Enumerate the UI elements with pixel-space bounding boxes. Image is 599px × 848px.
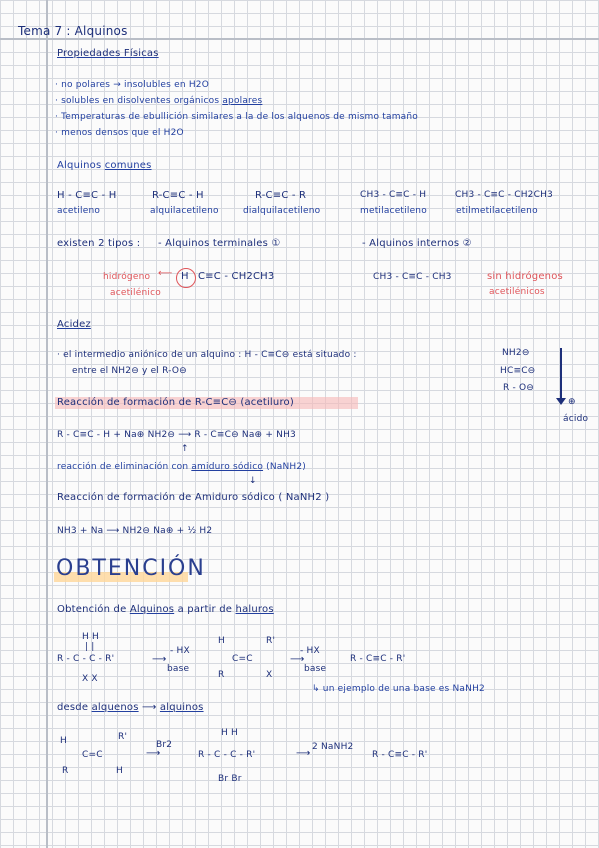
reaction-title: Reacción de formación de R-C≡C⊖ (acetiluro) [57,397,294,408]
vinyl-h: H [218,636,225,646]
bond-ticks: | | [85,642,95,652]
acidity-label: ácido [563,414,589,424]
brbr-bottom: Br Br [218,774,242,784]
alkene-cc: C=C [82,750,103,760]
margin-line [46,0,48,848]
props-b4: · menos densos que el H2O [55,128,184,138]
formula-2: R-C≡C - H [152,190,204,201]
formula-1: H - C≡C - H [57,190,117,201]
props-b2: · solubles en disolventes orgánicos apolares [55,96,263,106]
reaction-equation-1: R - C≡C - H + Na⊕ NH2⊖ ⟶ R - C≡C⊖ Na⊕ + NH3 [57,430,296,440]
up-arrow: ↑ [181,444,189,454]
name-5: etilmetilacetileno [456,206,538,216]
alkene-r-prime: R' [118,732,128,742]
props-heading: Propiedades Físicas [57,48,159,59]
internal-example: CH3 - C≡C - CH3 [373,272,452,282]
alkene-r: R [62,766,69,776]
page-title: Tema 7 : Alquinos [18,24,128,38]
vinyl-r-prime: R' [266,636,276,646]
hh-top-2: H H [221,728,238,738]
minus-hx-1: - HX [170,646,190,656]
reaction-equation-2: NH3 + Na ⟶ NH2⊖ Na⊕ + ½ H2 [57,526,213,536]
minus-hx-2: - HX [300,646,320,656]
alkene-h: H [60,736,67,746]
product-alkyne-1: R - C≡C - R' [350,654,406,664]
scale-alcoxido: R - O⊖ [503,383,535,393]
name-3: dialquilacetileno [243,206,321,216]
nanh2-reagent: 2 NaNH2 [312,742,354,752]
obtencion-title: OBTENCIÓN [56,556,206,581]
scale-acetiluro: HC≡C⊖ [500,366,536,376]
acidez-heading: Acidez [57,319,91,330]
arrow-4: ⟶ [296,748,311,759]
acidity-plus: ⊕ [568,397,576,407]
formula-3: R-C≡C - R [255,190,307,201]
formula-5: CH3 - C≡C - CH2CH3 [455,190,553,200]
xx-bottom: X X [82,674,98,684]
arrow-3: ⟶ [146,748,161,759]
elimination-note: reacción de eliminación con amiduro sódico (NaNH2) [57,462,307,472]
alkene-h-2: H [116,766,123,776]
base-2: base [304,664,327,674]
terminal-example: C≡C - CH2CH3 [198,271,275,282]
arrow-2: ⟶ [290,654,305,665]
vinyl-x: X [266,670,273,680]
props-b1: · no polares → insolubles en H2O [55,80,210,90]
sin-label-1: sin hidrógenos [487,271,563,282]
reaction-title-2: Reacción de formación de Amiduro sódico ( NaNH2 ) [57,492,330,503]
arrow-to-h: ⟵ [158,268,173,279]
desde-line: desde alquenos ⟶ alquinos [57,702,204,713]
dibromide: R - C - C - R' [198,750,256,760]
br2-reagent: Br2 [156,740,173,750]
comunes-heading: Alquinos comunes [57,160,152,171]
acidity-arrow [560,348,562,403]
hh-top: H H [82,632,99,642]
h-label-2: acetilénico [110,288,161,298]
scale-nh2: NH2⊖ [502,348,530,358]
name-2: alquilacetileno [150,206,219,216]
arrow-1: ⟶ [152,654,167,665]
product-alkyne-2: R - C≡C - R' [372,750,428,760]
props-b3: · Temperaturas de ebullición similares a la de los alquenos de mismo tamaño [55,112,418,122]
tipo-internos: - Alquinos internos ② [362,238,472,249]
name-1: acetileno [57,206,101,216]
name-4: metilacetileno [360,206,427,216]
vinyl-cc: C=C [232,654,253,664]
down-arrow: ↓ [249,476,257,486]
acidez-line-1: · el intermedio aniónico de un alquino : H - C≡C⊖ está situado : [57,350,357,360]
tipos-intro: existen 2 tipos : [57,238,141,249]
formula-4: CH3 - C≡C - H [360,190,427,200]
h-label-1: hidrógeno [103,272,151,282]
header-line [0,38,599,40]
h-atom: H [181,271,189,282]
acidez-line-2: entre el NH2⊖ y el R-O⊖ [72,366,187,376]
obtencion-subtitle: Obtención de Alquinos a partir de haluros [57,604,274,615]
vinyl-r: R [218,670,225,680]
tipo-terminales: - Alquinos terminales ① [158,238,281,249]
sin-label-2: acetilénicos [489,287,545,297]
base-1: base [167,664,190,674]
dihalide: R - C - C - R' [57,654,115,664]
base-example-note: ↳ un ejemplo de una base es NaNH2 [312,684,485,694]
